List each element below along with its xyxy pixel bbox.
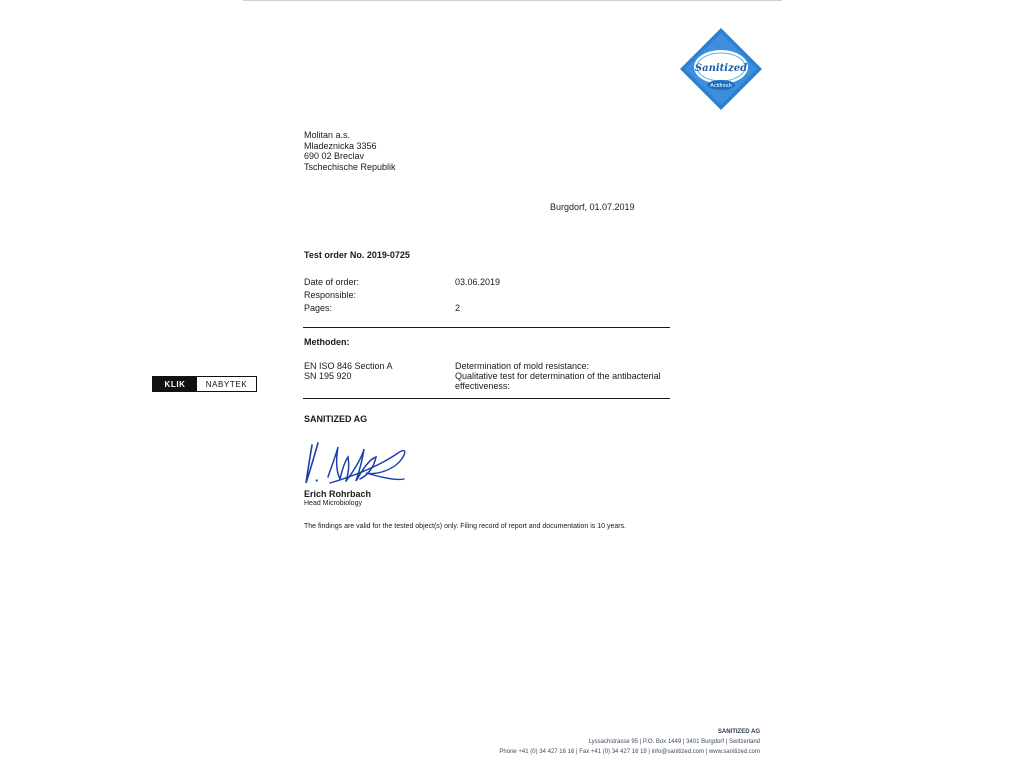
section-divider [303,327,670,328]
date-of-order-value: 03.06.2019 [455,277,501,287]
method-description-1: Determination of mold resistance: [455,361,590,371]
date-of-order-label: Date of order: [304,277,360,287]
methods-title: Methoden: [304,337,350,347]
signer-name: Erich Rohrbach [304,489,372,499]
signer-role: Head Microbiology [304,500,362,507]
issuing-company: SANITIZED AG [304,414,368,424]
footer-contact: Phone +41 (0) 34 427 16 16 | Fax +41 (0) 34 427 16 19 | info@sanitized.com | www.sanitized.com [499,749,760,755]
seal-brand: Sanitized [694,63,748,74]
method-standard-2: SN 195 920 [304,371,352,381]
address-line-street: Mladeznicka 3356 [304,140,377,151]
recipient-address [304,130,396,172]
method-descriptions [455,361,661,391]
address-line-company: Molitan a.s. [304,130,351,140]
responsible-label: Responsible: [304,290,357,300]
order-title: Test order No. 2019-0725 [304,250,410,260]
method-description-2: Qualitative test for determination of the antibacterial [455,371,661,381]
address-line-country: Tschechische Republik [304,161,396,172]
sanitized-actifresh-logo [679,27,763,111]
method-description-3: effectiveness: [455,381,510,391]
klik-nabytek-watermark [152,376,257,392]
letterhead-footer [499,727,760,757]
method-standards [304,361,393,381]
handwritten-signature [300,437,412,491]
watermark-left: KLIK [153,377,197,391]
validity-disclaimer: The findings are valid for the tested object(s) only. Filing record of report and documentation is 10 years. [304,523,627,530]
seal-sub: Actifresh [710,83,732,89]
address-line-city: 690 02 Breclav [304,151,365,161]
pages-value: 2 [455,303,461,313]
footer-company: SANITIZED AG [717,729,760,735]
method-standard-1: EN ISO 846 Section A [304,361,393,371]
watermark-right: NABYTEK [197,377,256,391]
place-and-date: Burgdorf, 01.07.2019 [550,202,635,212]
section-divider [303,398,670,399]
pages-label: Pages: [304,303,333,313]
footer-address: Lyssachstrasse 95 | P.O. Box 1449 | 3401 Burgdorf | Switzerland [588,739,760,745]
